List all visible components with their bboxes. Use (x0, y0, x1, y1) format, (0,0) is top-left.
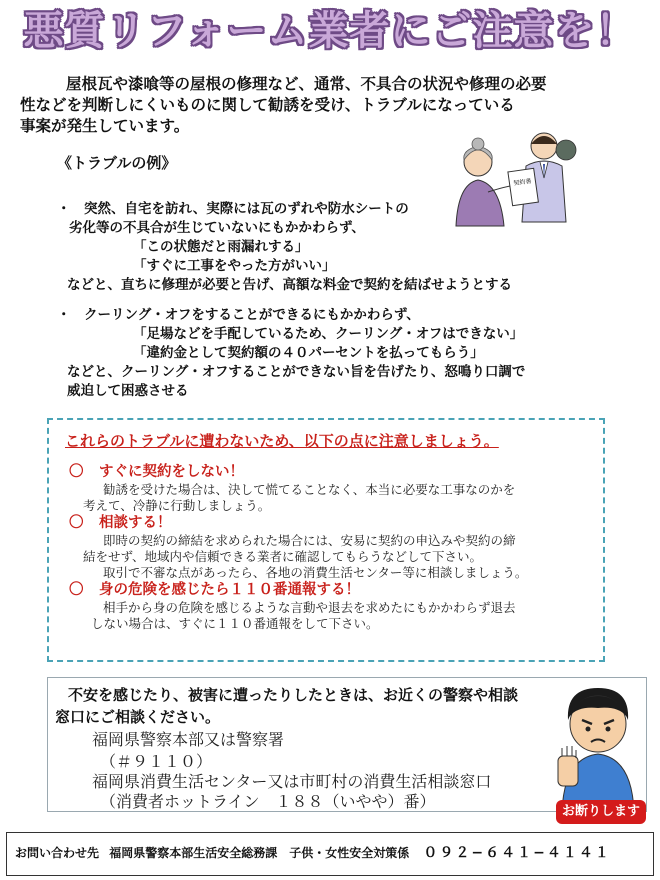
page-title: 悪質リフォーム業者にご注意を！ (23, 8, 637, 54)
intro-line-3: 事案が発生しています。 (20, 117, 190, 135)
point-1-title-text: すぐに契約をしない！ (99, 464, 244, 480)
point-2-description (61, 533, 591, 581)
case1-line-1: ・ 突然、自宅を訪れ、実際には瓦のずれや防水シートの (57, 201, 409, 217)
contact-line-1: 不安を感じたり、被害に遭ったりしたときは、お近くの警察や相談 (68, 686, 519, 704)
case2-line-2: などと、クーリング・オフすることができない旨を告げたり、怒鳴り口調で (67, 364, 526, 380)
contract-doc-label: 契約書 (513, 177, 532, 188)
footer-phone: ０９２−６４１−４１４１ (423, 845, 611, 861)
point-3-line-2: しない場合は、すぐに１１０番通報をして下さい。 (91, 616, 379, 631)
point-2-line-3: 取引で不審な点があったら、各地の消費生活センター等に相談しましょう。 (103, 565, 528, 580)
examples-heading: 《トラブルの例》 (57, 154, 177, 172)
case2-quote-1: 「足場などを手配しているため、クーリング・オフはできない」 (133, 326, 524, 342)
case1-line-2: 劣化等の不具合が生じていないにもかかわらず、 (69, 220, 365, 236)
refuse-badge: お断りします (556, 800, 646, 824)
caution-heading: これらのトラブルに遭わないため、以下の点に注意しましょう。 (65, 432, 499, 450)
intro-line-2: 性などを判断しにくいものに関して勧誘を受け、トラブルになっている (20, 96, 515, 114)
case1-quote-1: 「この状態だと雨漏れする」 (133, 239, 309, 255)
point-1-description (61, 482, 591, 514)
case2-quote-2: 「違約金として契約額の４０パーセントを払ってもらう」 (133, 345, 484, 361)
footer-label: お問い合わせ先 (15, 846, 100, 860)
point-1-title (69, 463, 591, 482)
case2-line-3: 威迫して困惑させる (67, 383, 189, 399)
point-2-title-text: 相談する！ (99, 515, 172, 531)
point-1-line-1: 勧誘を受けた場合は、決して慌てることなく、本当に必要な工事なのかを (103, 482, 516, 497)
point-1-line-2: 考えて、冷静に行動しましょう。 (83, 498, 271, 513)
case2-line-1: ・ クーリング・オフをすることができるにもかかわらず、 (57, 307, 420, 323)
contact-line-2: 窓口にご相談ください。 (55, 708, 221, 726)
police-number: （＃９１１０） (100, 752, 213, 771)
refusing-boy-illustration (548, 682, 648, 812)
consumer-hotline: （消費者ホットライン １８８（いやや）番） (100, 792, 436, 811)
point-3-title-text: 身の危険を感じたら１１０番通報する！ (99, 582, 360, 598)
point-2-line-2: 結をせず、地域内や信頼できる業者に確認してもらうなどして下さい。 (83, 549, 483, 564)
point-3-line-1: 相手から身の危険を感じるような言動や退去を求めたにもかかわらず退去 (103, 600, 516, 615)
point-3-title (69, 581, 591, 600)
point-2-line-1: 即時の契約の締結を求められた場合には、安易に契約の申込みや契約の締 (103, 533, 516, 548)
case1-quote-2: 「すぐに工事をやった方がいい」 (133, 258, 336, 274)
case1-line-3: などと、直ちに修理が必要と告げ、高額な料金で契約を結ばせようとする (67, 277, 512, 293)
point-3-mark: 〇 (69, 582, 84, 598)
point-2-title (69, 514, 591, 533)
point-2-mark: 〇 (69, 515, 84, 531)
inquiry-footer (6, 832, 654, 876)
caution-box (47, 418, 605, 662)
trouble-example-2 (57, 306, 525, 401)
intro-line-1: 屋根瓦や漆喰等の屋根の修理など、通常、不具合の状況や修理の必要 (66, 75, 547, 93)
footer-dept: 福岡県警察本部生活安全総務課 子供・女性安全対策係 (109, 846, 410, 860)
police-contact: 福岡県警察本部又は警察署 (92, 730, 285, 749)
trouble-example-1 (57, 200, 512, 295)
consumer-center: 福岡県消費生活センター又は市町村の消費生活相談窓口 (92, 772, 492, 791)
point-1-mark: 〇 (69, 464, 84, 480)
point-3-description (61, 600, 591, 632)
